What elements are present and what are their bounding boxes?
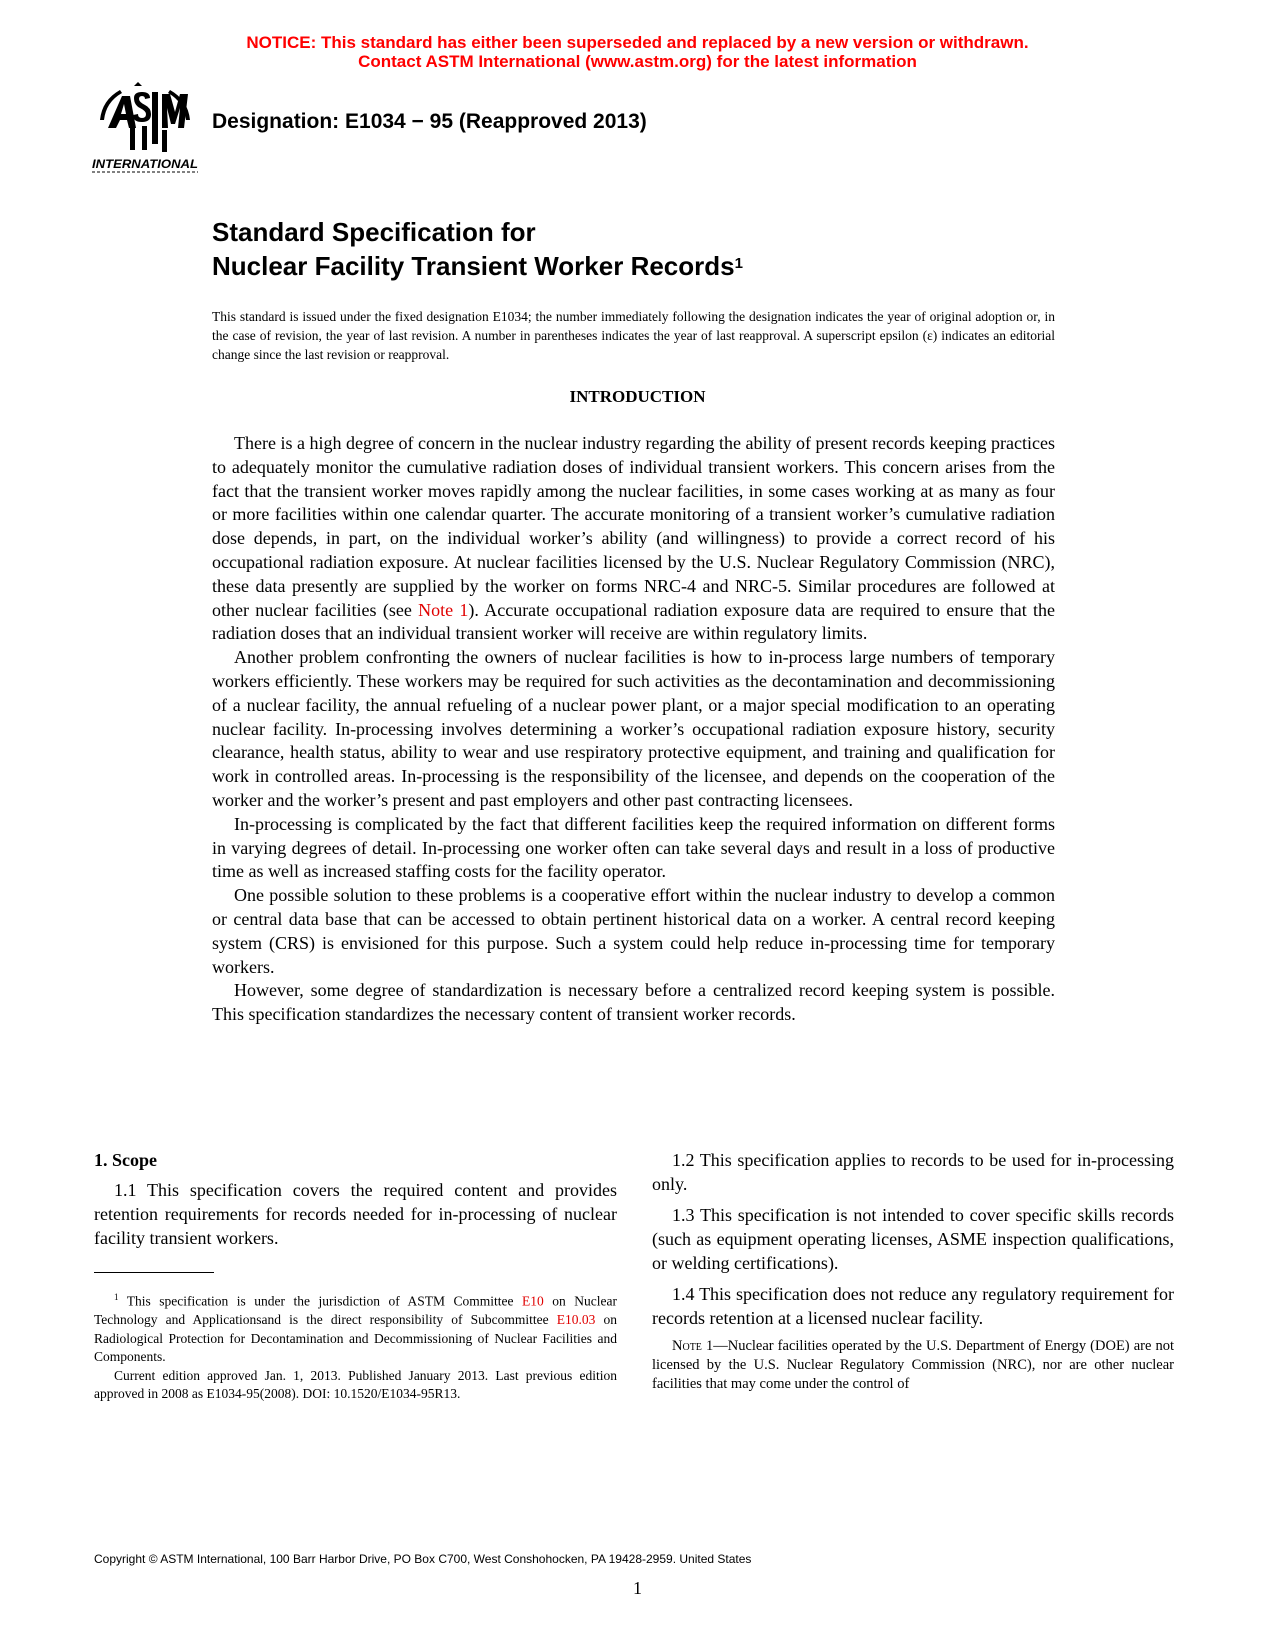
scope-right-column xyxy=(652,1148,1174,1394)
scope-heading: 1. Scope xyxy=(94,1150,157,1170)
footnotes xyxy=(94,1288,617,1404)
notice-line-1: NOTICE: This standard has either been superseded and replaced by a new version or withdrawn. xyxy=(246,33,1029,52)
note-1-link[interactable]: Note 1 xyxy=(418,599,469,620)
intro-p1-after: ). Accurate occupational radiation exposure data are required to ensure that the radiation doses that an individual transient worker will receive are within regulatory limits. xyxy=(212,599,1055,644)
scope-1-3: 1.3 This specification is not intended to cover specific skills records (such as equipment operating licenses, ASME inspection qualifications, or welding certifications). xyxy=(652,1205,1174,1273)
footnote-divider xyxy=(94,1272,214,1273)
footnote-part-1: This specification is under the jurisdiction of ASTM Committee xyxy=(118,1293,522,1309)
scope-1-1: 1.1 This specification covers the required content and provides retention requirements for records needed for in-processing of nuclear facility transient workers. xyxy=(94,1180,617,1248)
scope-1-2: 1.2 This specification applies to records to be used for in-processing only. xyxy=(652,1150,1174,1194)
note-1-text: —Nuclear facilities operated by the U.S. Department of Energy (DOE) are not licensed by the U.S. Nuclear Regulatory Commission (NRC), nor are other nuclear facilities that may come under the control of xyxy=(652,1338,1174,1392)
title-line-1: Standard Specification for xyxy=(212,217,536,247)
title-line-2-text: Nuclear Facility Transient Worker Records xyxy=(212,251,735,281)
footnote-part-3: on Radiological Protection for Decontamination and Decommissioning of Nuclear Facilities and Components. xyxy=(94,1312,618,1364)
withdrawal-notice xyxy=(0,33,1275,71)
intro-p1-before: There is a high degree of concern in the nuclear industry regarding the ability of present records keeping practices to adequately monitor the cumulative radiation doses of individual transient workers. This concern arises from the fact that the transient worker moves rapidly among the nuclear facilities, in some cases working at as many as four or more facilities within one calendar quarter. The accurate monitoring of a transient worker’s cumulative radiation dose depends, in part, on the individual worker’s ability (and willingness) to provide a correct record of his occupational radiation exposure. At nuclear facilities licensed by the U.S. Nuclear Regulatory Commission (NRC), these data presently are supplied by the worker on forms NRC-4 and NRC-5. Similar procedures are followed at other nuclear facilities (see xyxy=(212,433,1055,620)
footnote-part-2: on Nuclear Technology and Applicationsand is the direct responsibility of Subcommittee xyxy=(94,1293,617,1327)
title-footnote-mark[interactable]: 1 xyxy=(734,255,743,272)
note-1-label: Note 1 xyxy=(672,1338,714,1354)
committee-e10-link[interactable]: E10 xyxy=(522,1293,544,1309)
scope-left-column xyxy=(94,1148,617,1250)
intro-paragraph-3: In-processing is complicated by the fact that different facilities keep the required information on different forms in varying degrees of detail. In-processing one worker often can take several days and result in a loss of productive time as well as increased staffing costs for the facility operator. xyxy=(212,813,1055,882)
footnote-1 xyxy=(94,1288,617,1367)
intro-paragraph-5: However, some degree of standardization is necessary before a centralized record keeping system is possible. This specification standardizes the necessary content of transient worker records. xyxy=(212,980,1055,1025)
intro-paragraph-1 xyxy=(212,432,1055,646)
subcommittee-e10-03-link[interactable]: E10.03 xyxy=(556,1312,596,1327)
intro-paragraph-4: One possible solution to these problems is a cooperative effort within the nuclear industry to develop a common or central data base that can be accessed to obtain pertinent historical data on a worker. A central record keeping system (CRS) is envisioned for this purpose. Such a system could help reduce in-processing time for temporary workers. xyxy=(212,885,1055,977)
astm-logo xyxy=(90,80,200,180)
title-line-2 xyxy=(212,249,743,283)
designation: Designation: E1034 − 95 (Reapproved 2013) xyxy=(212,110,647,133)
issued-note: This standard is issued under the fixed designation E1034; the number immediately following the designation indicates the year of original adoption or, in the case of revision, the year of last revision. A number in parentheses indicates the year of last reapproval. A superscript epsilon (ε) indicates an editorial change since the last revision or reapproval. xyxy=(212,309,1055,362)
astm-logo-subtext: INTERNATIONAL xyxy=(92,157,198,171)
introduction-heading: INTRODUCTION xyxy=(569,387,706,406)
note-1 xyxy=(652,1337,1174,1394)
introduction-body xyxy=(212,432,1055,1027)
footnote-mark: 1 xyxy=(114,1292,119,1302)
page-title xyxy=(212,215,743,283)
intro-paragraph-2: Another problem confronting the owners of nuclear facilities is how to in-process large numbers of temporary workers efficiently. These workers may be required for such activities as the decontamination and decommissioning of a nuclear facility, the annual refueling of a nuclear power plant, or a major special modification to an operating nuclear facility. In-processing involves determining a worker’s occupational radiation exposure history, security clearance, health status, ability to wear and use respiratory protective equipment, and training and qualification for work in controlled areas. In-processing is the responsibility of the licensee, and depends on the cooperation of the worker and the worker’s present and past employers and other past contracting licensees. xyxy=(212,647,1055,810)
copyright-footer: Copyright © ASTM International, 100 Barr Harbor Drive, PO Box C700, West Conshohocken, PA 19428-2959. United States xyxy=(94,1552,752,1566)
scope-1-4: 1.4 This specification does not reduce any regulatory requirement for records retention at a licensed nuclear facility. xyxy=(652,1284,1174,1328)
notice-line-2: Contact ASTM International (www.astm.org) for the latest information xyxy=(358,52,917,71)
page-number: 1 xyxy=(633,1578,642,1598)
footnote-edition: Current edition approved Jan. 1, 2013. Published January 2013. Last previous edition approved in 2008 as E1034-95(2008). DOI: 10.1520/E1034-95R13. xyxy=(94,1367,617,1401)
